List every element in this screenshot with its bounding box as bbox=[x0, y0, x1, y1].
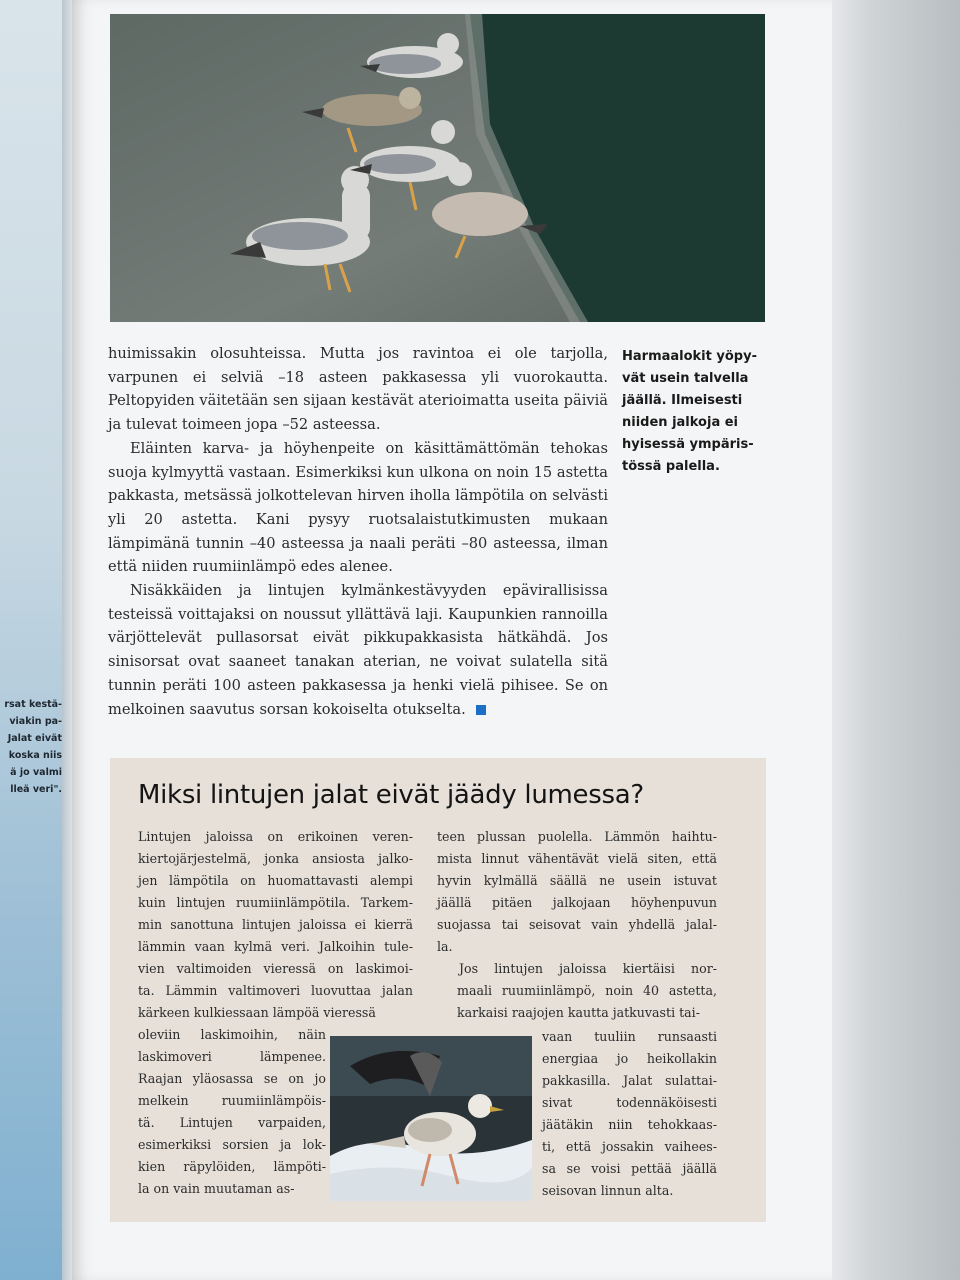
box-text-line: Lintujen jaloissa on erikoinen veren- bbox=[138, 829, 413, 844]
caption-line: Harmaalokit yöpy- bbox=[622, 349, 757, 364]
box-text-line: min sanottuna lintujen jaloissa ei kierrä bbox=[138, 917, 413, 932]
article-paragraph-3-text: Nisäkkäiden ja lintujen kylmänkestävyyden epävirallisissa testeissä voittajaksi on noussut yllättävä laji. Kaupunkien rannoilla värjöttelevät pullasorsat eivät pikkupakkasista hätkähdä. Jos sinisorsat ovat saaneet tanakan aterian, ne voivat sulatella sitä tunnin peräti 100 asteen pakkasessa ja henki vielä pihisee. Se on melkoinen saavutus sorsan kokoiselta otukselta. bbox=[108, 582, 608, 718]
box-right-column-top bbox=[437, 826, 717, 1024]
box-text-line: vien valtimoiden vieressä on laskimoi- bbox=[138, 961, 413, 976]
box-text-line: jäätäkin niin tehokkaas- bbox=[542, 1117, 717, 1132]
box-left-column-bottom bbox=[138, 1024, 326, 1200]
gulls-on-ice-photo bbox=[110, 14, 765, 322]
box-text-line: tä. Lintujen varpaiden, bbox=[138, 1115, 326, 1130]
box-text-line: pakkasilla. Jalat sulattai- bbox=[542, 1073, 717, 1088]
article-paragraph-3 bbox=[108, 579, 608, 721]
gull-on-snow-photo bbox=[330, 1036, 532, 1201]
box-text-line: Jos lintujen jaloissa kiertäisi nor- bbox=[459, 961, 717, 976]
box-text-line: karkaisi raajojen kautta jatkuvasti tai- bbox=[457, 1005, 700, 1020]
box-text-line: la. bbox=[437, 939, 453, 954]
box-text-line: kuin lintujen ruumiinlämpötila. Tarkem- bbox=[138, 895, 413, 910]
article-paragraph-1: huimissakin olosuhteissa. Mutta jos ravintoa ei ole tarjolla, varpunen ei selviä –18 asteen pakkasessa yli vuorokautta. Peltopyiden väitetään sen sijaan kestävät aterioimatta useita päiviä ja tulevat toimeen jopa –52 asteessa. bbox=[108, 345, 608, 434]
photo-caption bbox=[622, 346, 772, 478]
sidebar-box-title: Miksi lintujen jalat eivät jäädy lumessa? bbox=[138, 780, 644, 810]
box-text-line: oleviin laskimoihin, näin bbox=[138, 1027, 326, 1042]
box-text-line: suojassa tai seisovat vain yhdellä jalal- bbox=[437, 917, 717, 932]
box-text-line: mista linnut vähentävät vielä siten, että bbox=[437, 851, 717, 866]
box-text-line: vaan tuuliin runsaasti bbox=[542, 1029, 717, 1044]
box-text-line: esimerkiksi sorsien ja lok- bbox=[138, 1137, 326, 1152]
caption-line: hyisessä ympäris- bbox=[622, 437, 754, 452]
article-end-mark-icon bbox=[476, 705, 486, 715]
box-text-line: kien räpylöiden, lämpöti- bbox=[138, 1159, 326, 1174]
box-text-line: Raajan yläosassa se on jo bbox=[138, 1071, 326, 1086]
left-page-snippet-line: Jalat eivät bbox=[7, 733, 62, 744]
box-right-column-bottom bbox=[542, 1026, 717, 1202]
left-page-snippet-line: ä jo valmi bbox=[10, 767, 62, 778]
box-text-line: jen lämpötila on huomattavasti alempi bbox=[138, 873, 413, 888]
article-paragraph-2: Eläinten karva- ja höyhenpeite on käsittämättömän tehokas suoja kylmyyttä vastaan. Esimerkiksi kun ulkona on noin 15 astetta pakkasta, metsässä jolkottelevan hirven iholla lämpötila on selvästi yli 20 astetta. Kani pysyy ruotsalaistutkimusten mukaan lämpimänä tunnin –40 asteessa ja naali peräti –80 asteessa, ilman että niiden ruumiinlämpö edes alenee. bbox=[108, 439, 608, 576]
box-text-line: hyvin kylmällä säällä ne usein istuvat bbox=[437, 873, 717, 888]
box-text-line: laskimoveri lämpenee. bbox=[138, 1049, 326, 1064]
box-text-line: ta. Lämmin valtimoveri luovuttaa jalan bbox=[138, 983, 413, 998]
box-text-line: ti, että jossakin vaihees- bbox=[542, 1139, 717, 1154]
box-text-line: sivat todennäköisesti bbox=[542, 1095, 717, 1110]
box-text-line: sa se voisi pettää jäällä bbox=[542, 1161, 717, 1176]
box-text-line: kiertojärjestelmä, jonka ansiosta jalko- bbox=[138, 851, 413, 866]
box-text-line: seisovan linnun alta. bbox=[542, 1183, 674, 1198]
caption-line: niiden jalkoja ei bbox=[622, 415, 739, 430]
box-right-paragraph-2 bbox=[437, 958, 717, 1024]
left-page-edge bbox=[0, 0, 62, 1280]
box-text-line: jäällä pitäen jalkojaan höyhenpuvun bbox=[437, 895, 717, 910]
box-text-line: energiaa jo heikollakin bbox=[542, 1051, 717, 1066]
left-page-snippet-line: koska niis bbox=[8, 750, 62, 761]
caption-line: vät usein talvella bbox=[622, 371, 749, 386]
box-left-column-top bbox=[138, 826, 413, 1024]
right-page-edge bbox=[832, 0, 960, 1280]
article-body bbox=[108, 342, 608, 721]
caption-line: tössä palella. bbox=[622, 459, 720, 474]
left-page-snippet-line: rsat kestä- bbox=[4, 699, 62, 710]
box-text-line: kärkeen kulkiessaan lämpöä vieressä bbox=[138, 1005, 376, 1020]
left-page-snippet bbox=[0, 696, 62, 798]
left-page-snippet-line: lleä veri". bbox=[10, 784, 62, 795]
box-text-line: maali ruumiinlämpö, noin 40 astetta, bbox=[457, 983, 717, 998]
box-text-line: la on vain muutaman as- bbox=[138, 1181, 295, 1196]
caption-line: jäällä. Ilmeisesti bbox=[622, 393, 743, 408]
left-page-snippet-line: viakin pa- bbox=[9, 716, 62, 727]
box-text-line: teen plussan puolella. Lämmön haihtu- bbox=[437, 829, 717, 844]
box-text-line: lämmin vaan kylmä veri. Jalkoihin tule- bbox=[138, 939, 413, 954]
box-right-paragraph-1 bbox=[437, 826, 717, 958]
box-text-line: melkein ruumiinlämpöis- bbox=[138, 1093, 326, 1108]
